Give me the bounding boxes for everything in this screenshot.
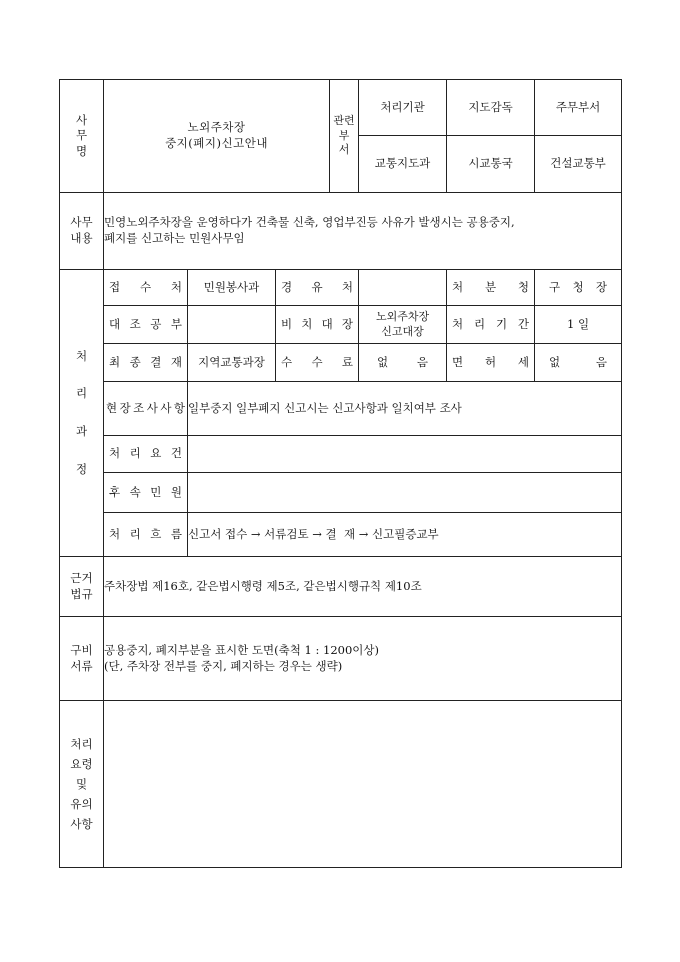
affair-content-label: 사무 내용 xyxy=(60,193,104,270)
supervision-value: 시교통국 xyxy=(447,136,535,193)
final-approval-value: 지역교통과장 xyxy=(188,344,276,382)
reference-label: 비 치 대 장 xyxy=(276,306,359,344)
legal-basis-label: 근거 법규 xyxy=(60,557,104,617)
period-value: 1 일 xyxy=(535,306,622,344)
reception-value: 민원봉사과 xyxy=(188,270,276,306)
header-col-main-dept: 주무부서 xyxy=(535,80,622,136)
affair-name-label: 사 무 명 xyxy=(60,80,104,193)
processing-agency-value: 교통지도과 xyxy=(359,136,447,193)
flow-value: 신고서 접수 → 서류검토 → 결 재 → 신고필증교부 xyxy=(188,513,622,557)
requirements-label: 처 리 요 건 xyxy=(104,436,188,473)
flow-label: 처 리 흐 름 xyxy=(104,513,188,557)
reception-label: 접 수 처 xyxy=(104,270,188,306)
via-label: 경 유 처 xyxy=(276,270,359,306)
via-value xyxy=(359,270,447,306)
ledger-label: 대 조 공 부 xyxy=(104,306,188,344)
site-survey-value: 일부중지 일부폐지 신고시는 신고사항과 일치여부 조사 xyxy=(188,382,622,436)
affair-content-text: 민영노외주차장을 운영하다가 건축물 신축, 영업부진등 사유가 발생시는 공용중지, 폐지를 신고하는 민원사무임 xyxy=(104,193,622,270)
notes-label: 처리 요령 및 유의 사항 xyxy=(60,701,104,868)
header-col-processing-agency: 처리기관 xyxy=(359,80,447,136)
civil-affairs-form xyxy=(59,79,622,868)
follow-up-value xyxy=(188,473,622,513)
follow-up-label: 후 속 민 원 xyxy=(104,473,188,513)
requirements-value xyxy=(188,436,622,473)
period-label: 처 리 기 간 xyxy=(447,306,535,344)
process-label: 처 리 과 정 xyxy=(60,270,104,557)
fee-label: 수 수 료 xyxy=(276,344,359,382)
notes-text xyxy=(104,701,622,868)
final-approval-label: 최 종 결 재 xyxy=(104,344,188,382)
form-title: 노외주차장 중지(폐지)신고안내 xyxy=(104,80,330,193)
legal-basis-text: 주차장법 제16호, 같은법시행령 제5조, 같은법시행규칙 제10조 xyxy=(104,557,622,617)
header-col-supervision: 지도감독 xyxy=(447,80,535,136)
license-tax-label: 면 허 세 xyxy=(447,344,535,382)
site-survey-label: 현 장 조 사 사 항 xyxy=(104,382,188,436)
ledger-value xyxy=(188,306,276,344)
fee-value: 없 음 xyxy=(359,344,447,382)
required-docs-label: 구비 서류 xyxy=(60,617,104,701)
related-dept-label: 관련부 서 xyxy=(330,80,359,193)
main-dept-value: 건설교통부 xyxy=(535,136,622,193)
license-tax-value: 없 음 xyxy=(535,344,622,382)
reference-value: 노외주차장 신고대장 xyxy=(359,306,447,344)
required-docs-text: 공용중지, 폐지부분을 표시한 도면(축척 1 : 1200이상) (단, 주차장 전부를 중지, 폐지하는 경우는 생략) xyxy=(104,617,622,701)
authority-label: 처 분 청 xyxy=(447,270,535,306)
authority-value: 구 청 장 xyxy=(535,270,622,306)
